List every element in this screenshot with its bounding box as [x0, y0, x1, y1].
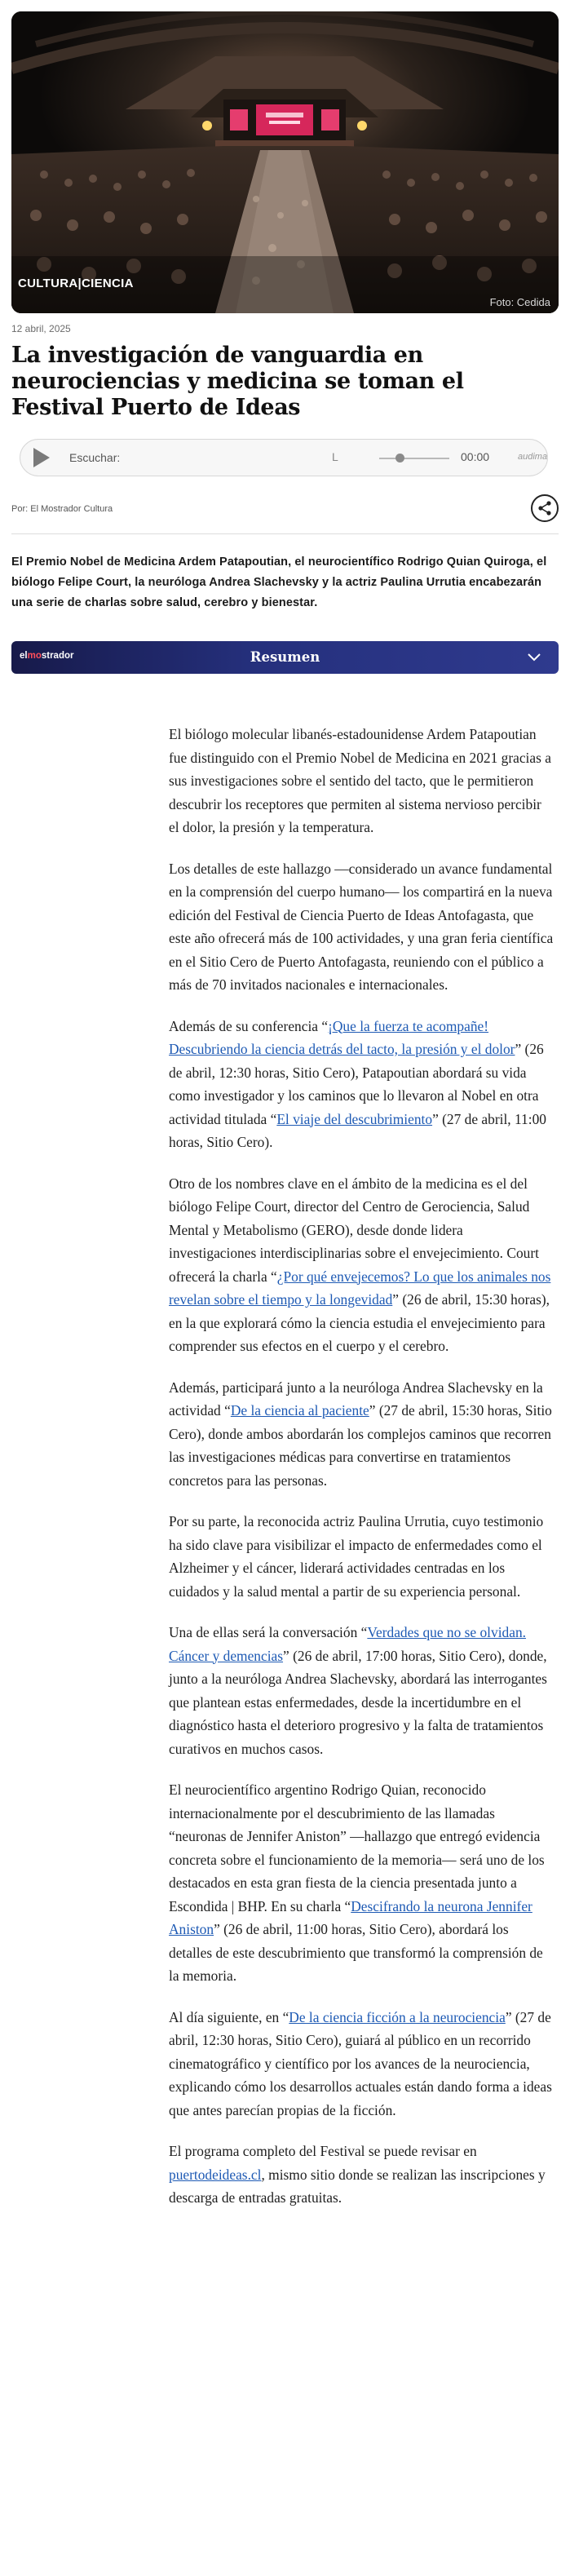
time-display: 00:00 [461, 450, 490, 463]
event-link[interactable]: ¡Que la fuerza te acompañe! Descubriendo la ciencia detrás del tacto, la presión y el dolor [169, 1017, 515, 1057]
article-headline: La investigación de vanguardia en neurociencias y medicina se toman el Festival Puerto de Ideas [11, 343, 464, 420]
byline-row [11, 494, 559, 522]
elmostrador-logo: elmostrador [20, 651, 74, 661]
event-link[interactable]: Verdades que no se olvidan. Cáncer y demencias [169, 1624, 526, 1664]
paragraph: Además, participará junto a la neuróloga Andrea Slachevsky en la actividad “De la ciencia al paciente” (27 de abril, 15:30 horas, Sitio Cero), donde ambos abordarán los complejos caminos que recorren las investigaciones médicas para convertirse en tratamientos concretos para las personas. [169, 1379, 552, 1489]
website-link[interactable]: puertodeideas.cl [169, 2166, 262, 2183]
paragraph: Además de su conferencia “¡Que la fuerza te acompañe! Descubriendo la ciencia detrás del tacto, la presión y el dolor” (26 de abril, 12:30 horas, Sitio Cero), Patapoutian abordará su vida como investigador y los caminos que lo llevaron al Nobel en otra actividad titulada “El viaje del descubrimiento” (27 de abril, 11:00 horas, Sitio Cero). [169, 1017, 546, 1150]
article-lede: El Premio Nobel de Medicina Ardem Patapoutian, el neurocientífico Rodrigo Quian Quiroga, el biólogo Felipe Court, la neuróloga Andrea Slachevsky y la actriz Paulina Urrutia encabezarán una serie de charlas sobre salud, cerebro y bienestar. [11, 555, 547, 609]
summary-toggle[interactable] [11, 641, 559, 674]
event-link[interactable]: De la ciencia ficción a la neurociencia [289, 2008, 506, 2025]
article-body [169, 723, 554, 2210]
hero-photo [11, 11, 559, 313]
author-byline[interactable]: Por: El Mostrador Cultura [11, 504, 113, 514]
divider [11, 533, 559, 534]
listen-label: Escuchar: [69, 451, 121, 464]
audima-logo[interactable]: audima [518, 452, 548, 462]
event-link[interactable]: El viaje del descubrimiento [276, 1110, 433, 1127]
play-icon [30, 446, 51, 469]
paragraph: Por su parte, la reconocida actriz Paulina Urrutia, cuyo testimonio ha sido clave para visibilizar el impacto de enfermedades como el Alzheimer y el cáncer, liderará actividades centradas en los cuidados y la salud mental a partir de su experiencia personal. [169, 1513, 544, 1600]
photo-credit: Foto: Cedida [489, 296, 550, 308]
share-icon [537, 500, 553, 516]
progress-track[interactable] [379, 458, 449, 459]
paragraph: El biólogo molecular libanés-estadounidense Ardem Patapoutian fue distinguido con el Premio Nobel de Medicina en 2021 gracias a sus investigaciones sobre el sentido del tacto, que le permitieron descubrir los receptores que permiten al sistema nervioso percibir el dolor, la presión y la temperatura. [169, 726, 551, 835]
language-toggle[interactable]: L [332, 450, 338, 463]
auditorium-photo [11, 11, 559, 313]
category-tag[interactable]: CULTURA|CIENCIA [18, 277, 134, 290]
progress-knob[interactable] [395, 454, 404, 463]
summary-title: Resumen [250, 649, 320, 665]
event-link[interactable]: De la ciencia al paciente [230, 1402, 369, 1419]
article-page [0, 11, 570, 2210]
paragraph: Otro de los nombres clave en el ámbito de la medicina es el del biólogo Felipe Court, director del Centro de Gerociencia, Salud Mental y Metabolismo (GERO), desde donde lidera investigaciones interdisciplinarias sobre el envejecimiento. Court ofrecerá la charla “¿Por qué envejecemos? Lo que los animales nos revelan sobre el tiempo y la longevidad” (26 de abril, 15:30 horas), en la que explorará cómo la ciencia estudia el envejecimiento para comprender sus efectos en el cuerpo y el cerebro. [169, 1175, 551, 1354]
event-link[interactable]: Descifrando la neurona Jennifer Aniston [169, 1897, 532, 1937]
paragraph: Al día siguiente, en “De la ciencia ficción a la neurociencia” (27 de abril, 12:30 horas, Sitio Cero), guiará al público en un recorrido cinematográfico y científico por los avances de la neurociencia, explicando cómo los desarrollos actuales están dando forma a ideas que antes parecían propias de la ficción. [169, 2008, 552, 2118]
paragraph: Los detalles de este hallazgo —considerado un avance fundamental en la comprensión del cuerpo humano— los compartirá en la nueva edición del Festival de Ciencia Puerto de Ideas Antofagasta, que este año ofrecerá más de 100 actividades, y una gran feria científica en el Sitio Cero de Puerto Antofagasta, reuniendo con el público a más de 70 invitados nacionales e internacionales. [169, 860, 554, 993]
event-link[interactable]: ¿Por qué envejecemos? Lo que los animales nos revelan sobre el tiempo y la longevidad [169, 1268, 551, 1308]
audio-player [20, 439, 548, 476]
paragraph: El neurocientífico argentino Rodrigo Quian, reconocido internacionalmente por el descubrimiento de las llamadas “neuronas de Jennifer Aniston” —hallazgo que entregó evidencia concreta sobre el funcionamiento de la memoria— será uno de los destacados en esta gran fiesta de la ciencia presentada junto a Escondida | BHP. En su charla “Descifrando la neurona Jennifer Aniston” (26 de abril, 11:00 horas, Sitio Cero), abordará los detalles de este descubrimiento que transformó la comprensión de la memoria. [169, 1782, 545, 1984]
play-button[interactable] [25, 442, 56, 473]
share-button[interactable] [531, 494, 559, 522]
paragraph: El programa completo del Festival se puede revisar en puertodeideas.cl, mismo sitio donde se realizan las inscripciones y descarga de entradas gratuitas. [169, 2143, 546, 2206]
paragraph: Una de ellas será la conversación “Verdades que no se olvidan. Cáncer y demencias” (26 de abril, 17:00 horas, Sitio Cero), donde, junto a la neuróloga Andrea Slachevsky, abordará las interrogantes que plantean estas enfermedades, desde la incertidumbre en el diagnóstico hasta el deterioro progresivo y la falta de tratamientos curativos en muchos casos. [169, 1624, 547, 1757]
chevron-down-icon [526, 650, 542, 665]
publish-date: 12 abril, 2025 [11, 323, 71, 334]
